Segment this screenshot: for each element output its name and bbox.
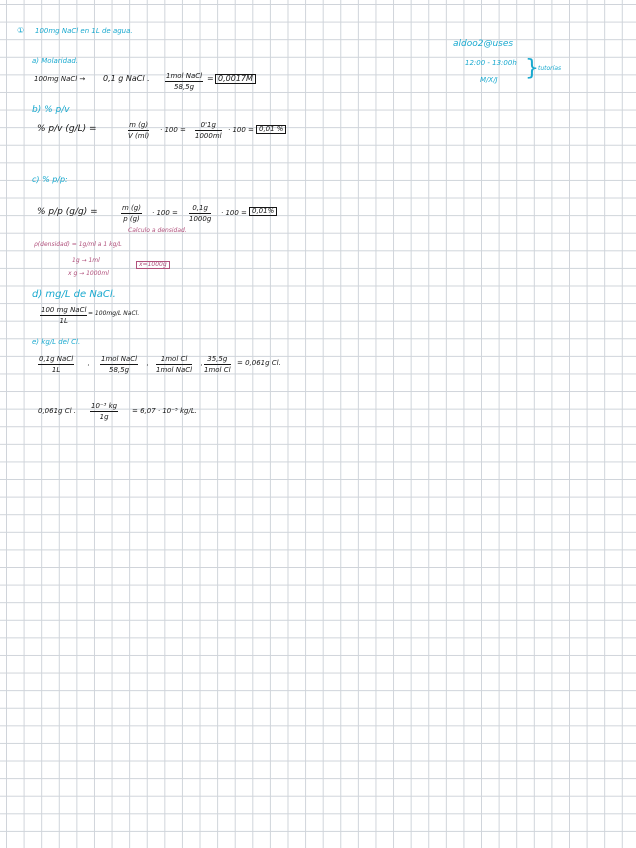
section-e-result: = 0,061g Cl. [237, 359, 281, 367]
problem-statement: 100mg NaCl en 1L de agua. [35, 27, 133, 35]
section-c-fraction-1: $\frac{m (g)}{p (g)}$ [122, 204, 141, 223]
section-c-title: c) % p/p: [32, 175, 68, 184]
section-c-mult-2: · 100 = [221, 209, 247, 217]
section-b-fraction-2: $\frac{0'1g}{1000ml}$ [195, 121, 222, 140]
section-c-lhs: % p/p (g/g) = [37, 207, 98, 217]
section-d-result: = 100mg/L NaCl. [88, 310, 140, 317]
section-a-result: 0,0017M [215, 74, 256, 84]
section-b-title: b) % p/v [32, 105, 70, 115]
section-c-fraction-2: $\frac{0,1g}{1000g}$ [189, 204, 212, 223]
section-e-dot-3: · [200, 361, 203, 370]
section-a-equals: = [207, 74, 214, 83]
section-c-result: 0,01% [249, 207, 277, 216]
section-e-dot-2: · [146, 361, 149, 370]
contact-email: aldoo2@uses [453, 39, 514, 49]
section-e-line2-lhs: 0,061g Cl . [38, 407, 76, 415]
section-d-title: d) mg/L de NaCl. [32, 289, 116, 300]
problem-number: ① [17, 26, 25, 35]
section-d-fraction: 100 mg NaCl 1L [41, 306, 87, 325]
section-a-lhs: 100mg NaCl → [34, 75, 86, 83]
brace-icon: } [525, 56, 539, 81]
section-c-mult-1: · 100 = [152, 209, 178, 217]
section-e-line2-fraction: $\frac{\text{10⁻³ kg}}{1g}$ [91, 402, 118, 421]
section-a-term: 0,1 g NaCl . [103, 74, 150, 83]
section-b-fraction-1: $\frac{m (g)}{V (ml)}$ [128, 121, 150, 140]
section-e-fraction-1: 0,1g NaCl 1L [39, 355, 74, 374]
density-step-1: 1g → 1ml [72, 257, 100, 264]
section-b-mult-1: · 100 = [160, 126, 186, 134]
section-e-title: e) kg/L del Cl. [32, 338, 81, 346]
section-a-title: a) Molaridad. [32, 57, 79, 65]
density-result: x=1000g [136, 261, 170, 269]
section-a-fraction: 1mol NaCl 58,5g [166, 72, 203, 91]
section-b-result: 0,01 % [256, 125, 286, 134]
section-e-line2-result: = 6,07 · 10⁻⁵ kg/L. [132, 407, 197, 415]
tutoring-label: tutorías [538, 65, 562, 72]
density-note: Calculo a densidad. [128, 227, 187, 234]
section-e-fraction-4: 35,5g 1mol Cl [204, 355, 231, 374]
section-b-mult-2: · 100 = [228, 126, 254, 134]
office-days: M/X/J [480, 76, 498, 84]
section-e-dot-1: · [87, 361, 90, 370]
density-step-2: x g → 1000ml [68, 270, 109, 277]
section-b-lhs: % p/v (g/L) = [37, 124, 97, 134]
density-line: ρ(densidad) = 1g/ml a 1 kg/L [34, 241, 122, 248]
section-e-fraction-2: 1mol NaCl 58,5g [101, 355, 138, 374]
section-e-fraction-3: 1mol Cl 1mol NaCl [156, 355, 193, 374]
office-hours: 12:00 - 13:00h [465, 59, 517, 67]
